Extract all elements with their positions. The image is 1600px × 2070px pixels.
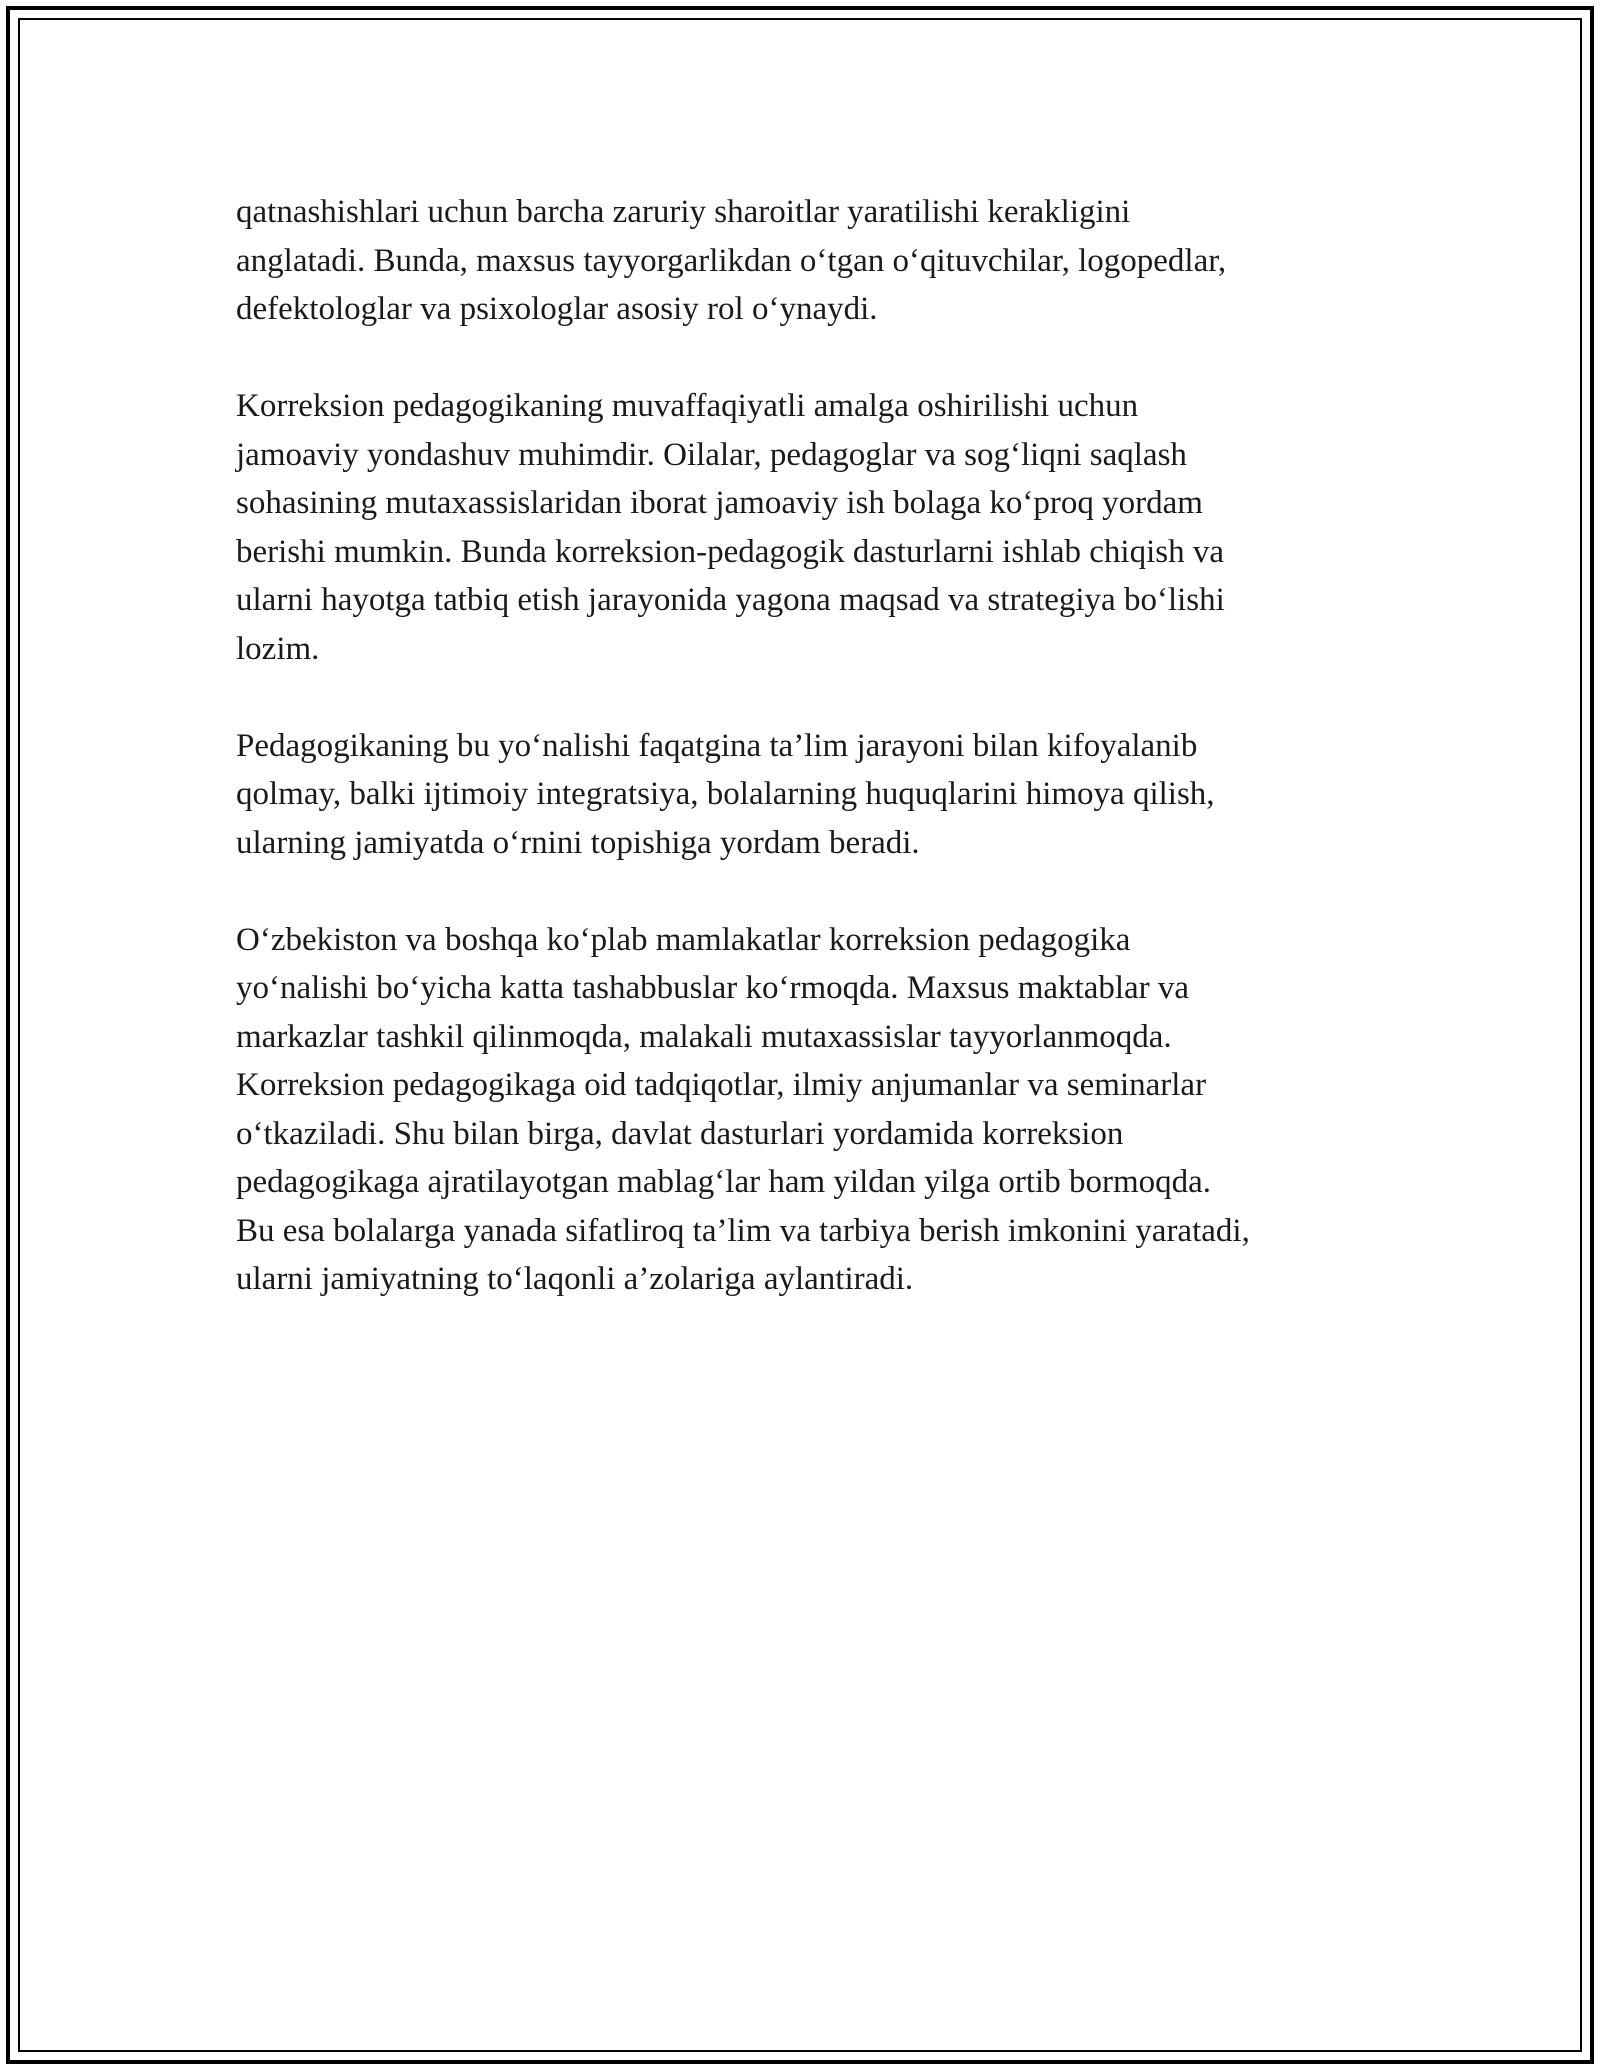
document-body <box>236 188 1376 1352</box>
text-line: qolmay, balki ijtimoiy integratsiya, bolalarning huquqlarini himoya qilish, <box>236 776 1215 812</box>
text-line: defektologlar va psixologlar asosiy rol o‘ynaydi. <box>236 291 878 327</box>
text-line: Bu esa bolalarga yanada sifatliroq ta’lim va tarbiya berish imkonini yaratadi, <box>236 1212 1250 1249</box>
text-line: lozim. <box>236 630 320 667</box>
text-line: markazlar tashkil qilinmoqda, malakali mutaxassislar tayyorlanmoqda. <box>236 1018 1172 1055</box>
paragraph-3 <box>236 722 1376 868</box>
text-line: qatnashishlari uchun barcha zaruriy sharoitlar yaratilishi kerakligini <box>236 194 1131 230</box>
text-line: berishi mumkin. Bunda korreksion-pedagogik dasturlarni ishlab chiqish va <box>236 533 1224 570</box>
text-line: ularni hayotga tatbiq etish jarayonida yagona maqsad va strategiya bo‘lishi <box>236 582 1225 618</box>
text-line: Korreksion pedagogikaning muvaffaqiyatli amalga oshirilishi uchun <box>236 388 1139 424</box>
text-line: sohasining mutaxassislaridan iborat jamoaviy ish bolaga ko‘proq yordam <box>236 485 1203 521</box>
text-line: o‘tkaziladi. Shu bilan birga, davlat dasturlari yordamida korreksion <box>236 1115 1124 1152</box>
paragraph-4 <box>236 916 1376 1304</box>
text-line: pedagogikaga ajratilayotgan mablag‘lar ham yildan yilga ortib bormoqda. <box>236 1164 1212 1200</box>
text-line: Pedagogikaning bu yo‘nalishi faqatgina ta’lim jarayoni bilan kifoyalanib <box>236 727 1198 764</box>
text-line: yo‘nalishi bo‘yicha katta tashabbuslar ko‘rmoqda. Maxsus maktablar va <box>236 970 1190 1006</box>
text-line: Korreksion pedagogikaga oid tadqiqotlar, ilmiy anjumanlar va seminarlar <box>236 1067 1207 1103</box>
paragraph-2 <box>236 382 1376 673</box>
text-line: O‘zbekiston va boshqa ko‘plab mamlakatlar korreksion pedagogika <box>236 921 1131 958</box>
text-line: ularni jamiyatning to‘laqonli a’zolariga aylantiradi. <box>236 1261 914 1297</box>
paragraph-1 <box>236 188 1376 334</box>
text-line: ularning jamiyatda o‘rnini topishiga yordam beradi. <box>236 824 920 861</box>
text-line: jamoaviy yondashuv muhimdir. Oilalar, pedagoglar va sog‘liqni saqlash <box>236 436 1187 473</box>
text-line: anglatadi. Bunda, maxsus tayyorgarlikdan o‘tgan o‘qituvchilar, logopedlar, <box>236 242 1227 279</box>
